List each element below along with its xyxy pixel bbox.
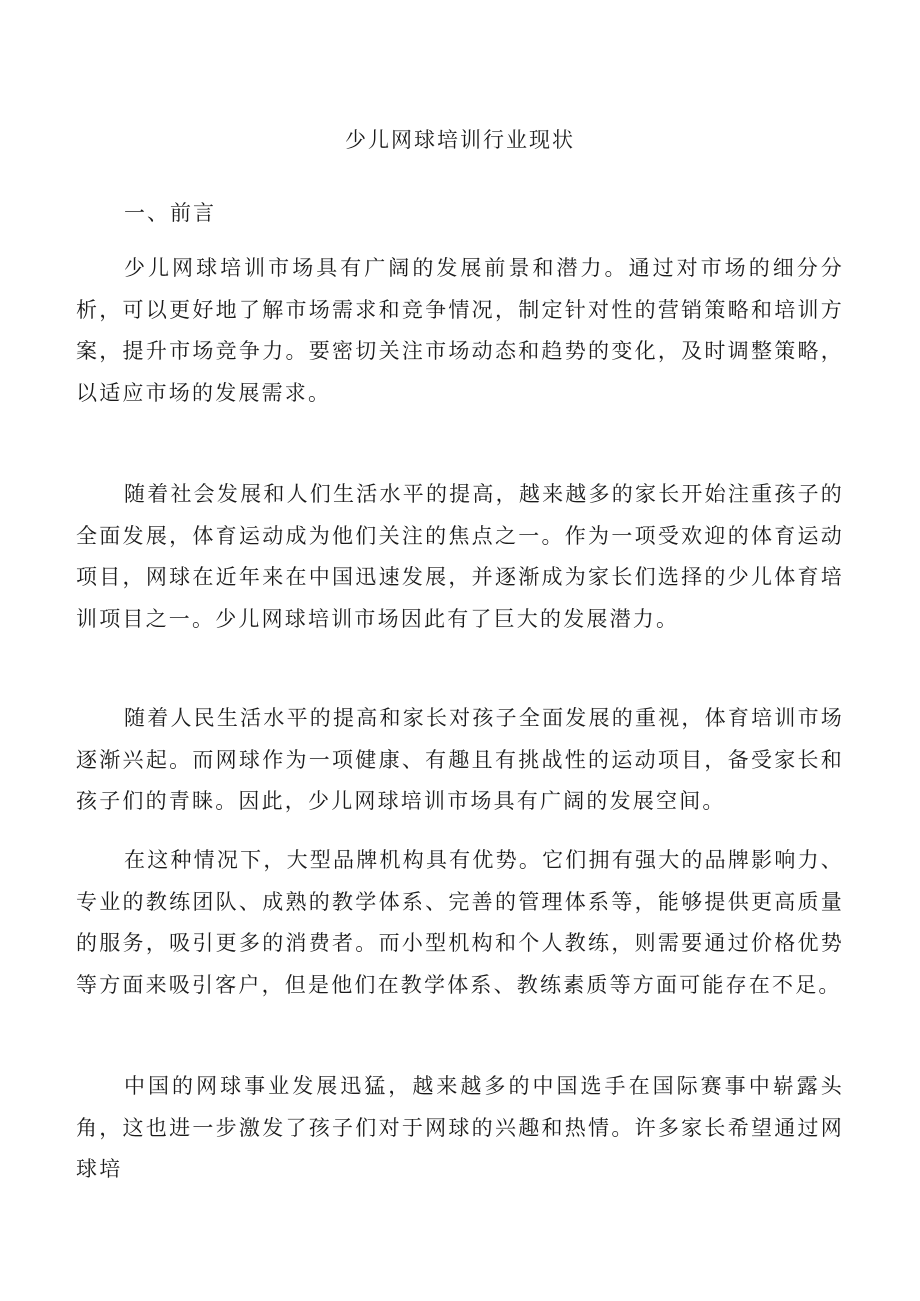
paragraph-3: 随着人民生活水平的提高和家长对孩子全面发展的重视，体育培训市场逐渐兴起。而网球作为一项健康、有趣且有挑战性的运动项目，备受家长和孩子们的青睐。因此，少儿网球培训市场具有广阔的发展空间。: [76, 706, 844, 813]
document-title: 少儿网球培训行业现状: [345, 128, 575, 152]
paragraph-5: 中国的网球事业发展迅猛，越来越多的中国选手在国际赛事中崭露头角，这也进一步激发了孩子们对于网球的兴趣和热情。许多家长希望通过网球培: [76, 1074, 844, 1181]
paragraph-2: 随着社会发展和人们生活水平的提高，越来越多的家长开始注重孩子的全面发展，体育运动成为他们关注的焦点之一。作为一项受欢迎的体育运动项目，网球在近年来在中国迅速发展，并逐渐成为家长们选择的少儿体育培训项目之一。少儿网球培训市场因此有了巨大的发展潜力。: [76, 482, 844, 631]
paragraph-4: 在这种情况下，大型品牌机构具有优势。它们拥有强大的品牌影响力、专业的教练团队、成熟的教学体系、完善的管理体系等，能够提供更高质量的服务，吸引更多的消费者。而小型机构和个人教练，则需要通过价格优势等方面来吸引客户，但是他们在教学体系、教练素质等方面可能存在不足。: [76, 848, 844, 997]
paragraph-1: 少儿网球培训市场具有广阔的发展前景和潜力。通过对市场的细分分析，可以更好地了解市场需求和竞争情况，制定针对性的营销策略和培训方案，提升市场竞争力。要密切关注市场动态和趋势的变化，及时调整策略，以适应市场的发展需求。: [76, 256, 844, 405]
section-heading: 一、前言: [124, 201, 216, 225]
